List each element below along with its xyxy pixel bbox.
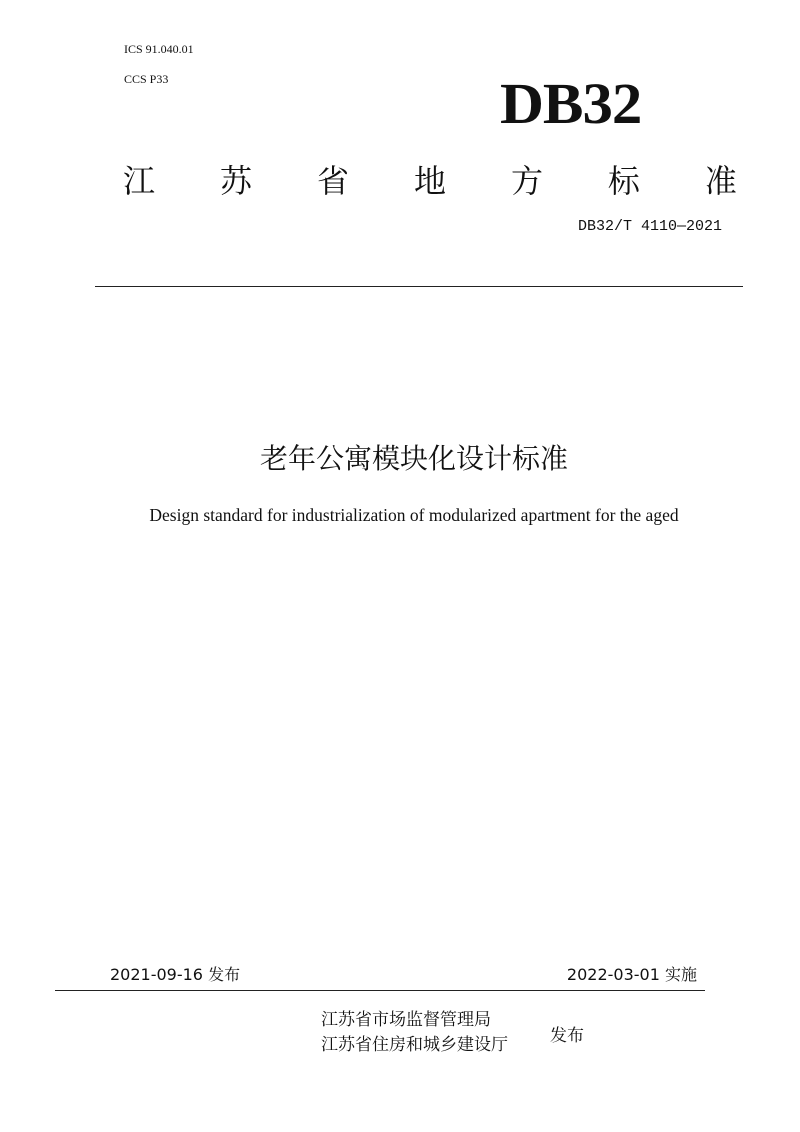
heading-char: 准 (704, 162, 737, 200)
heading-char: 地 (413, 162, 446, 200)
ics-code: ICS 91.040.01 (124, 42, 194, 56)
bottom-divider (55, 990, 705, 991)
standard-type-heading (123, 156, 737, 202)
top-divider (95, 286, 743, 287)
ccs-code: CCS P33 (124, 72, 169, 86)
heading-char: 标 (607, 162, 640, 200)
issue-label: 发布 (550, 1026, 584, 1046)
publish-date: 2021-09-16 发布 (110, 965, 241, 984)
issuers (321, 1008, 508, 1058)
title-english: Design standard for industrialization of modularized apartment for the aged (149, 505, 679, 525)
db32-logo: DB32 (500, 71, 642, 136)
implement-date: 2022-03-01 实施 (566, 965, 697, 984)
heading-char: 方 (510, 162, 543, 200)
issuer: 江苏省住房和城乡建设厅 (321, 1035, 508, 1055)
title-chinese: 老年公寓模块化设计标准 (259, 442, 568, 475)
heading-char: 江 (123, 162, 156, 200)
issuer: 江苏省市场监督管理局 (321, 1010, 491, 1030)
standard-code: DB32/T 4110—2021 (577, 218, 722, 235)
heading-char: 苏 (219, 162, 252, 200)
heading-char: 省 (316, 162, 349, 200)
